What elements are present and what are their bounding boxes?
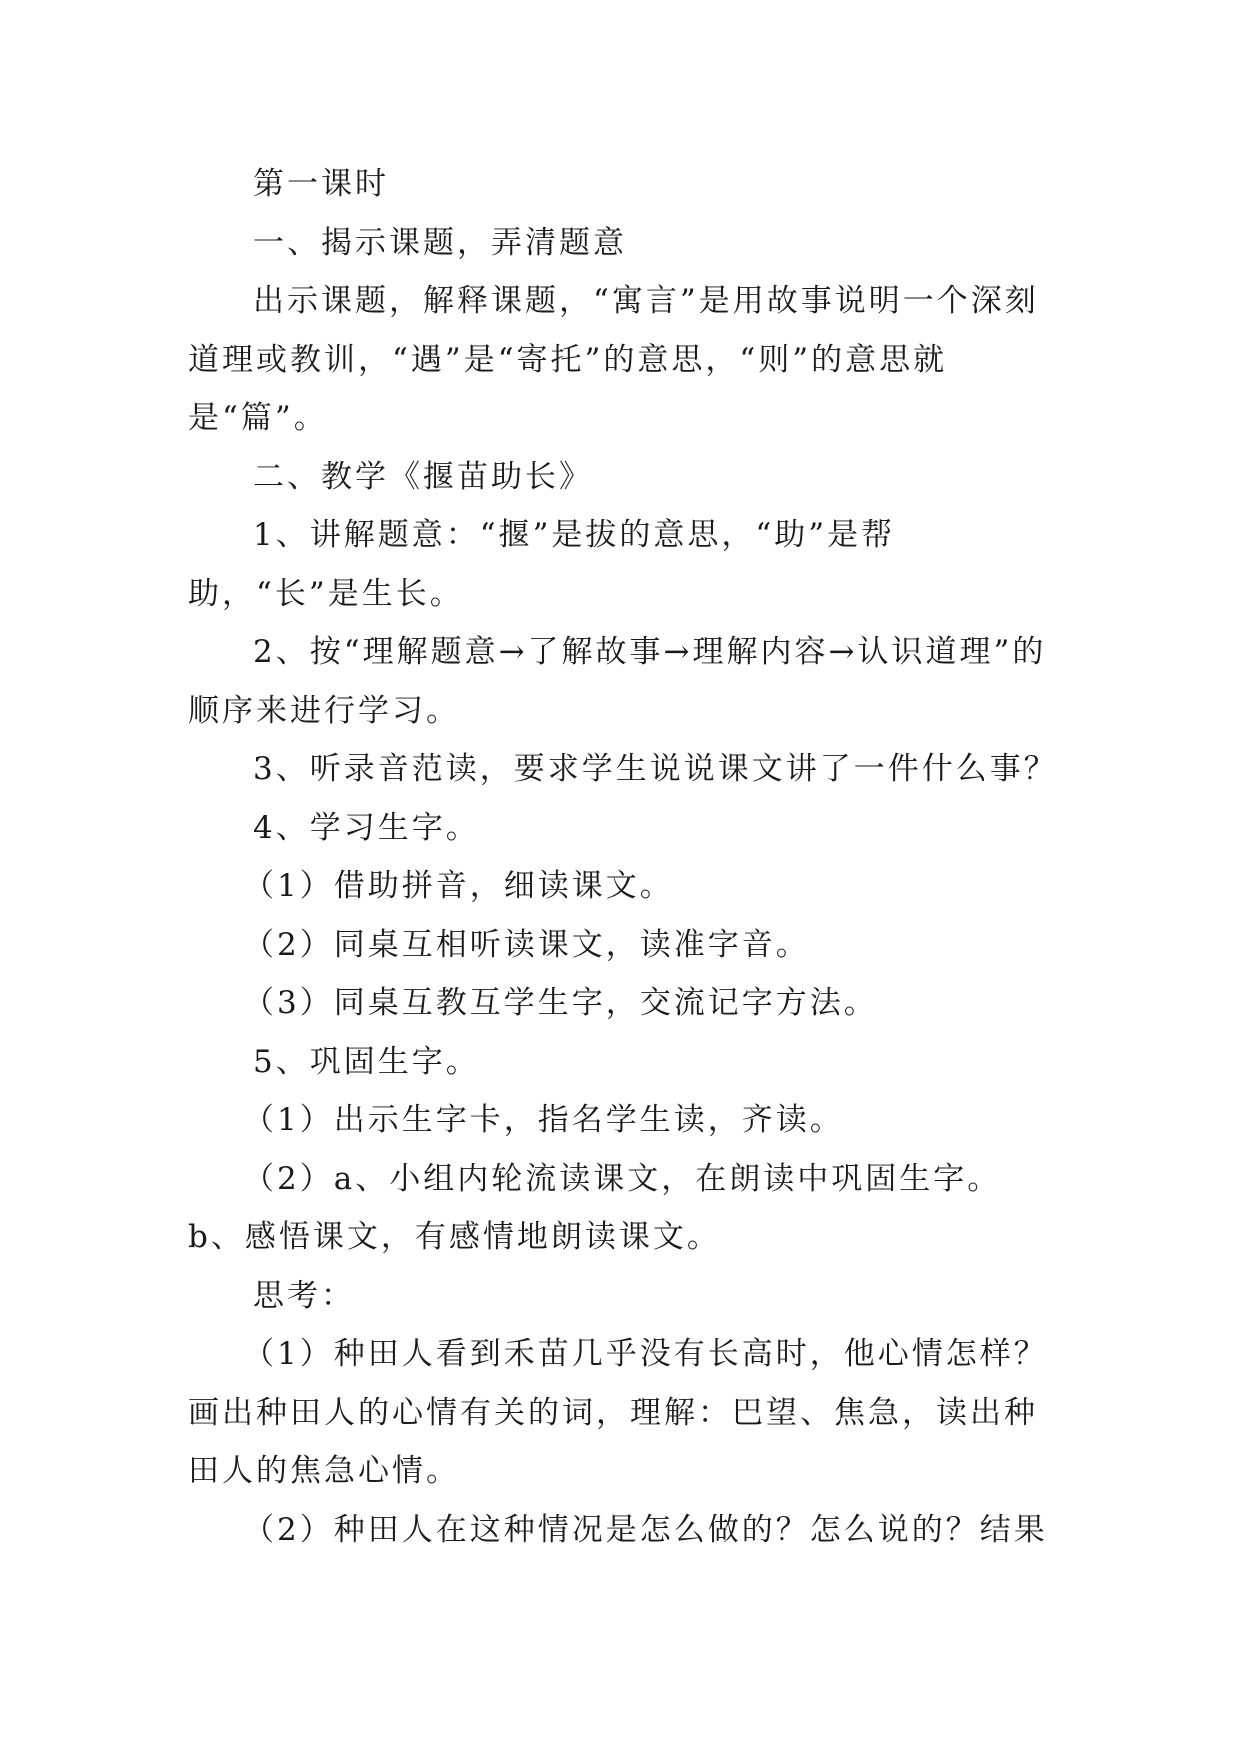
paragraph-step-3: 3、听录音范读，要求学生说说课文讲了一件什么事？ — [253, 751, 1058, 787]
paragraph-step-4-item-2: （2）同桌互相听读课文，读准字音。 — [243, 926, 810, 963]
paragraph-section-one-heading: 一、揭示课题，弄清题意 — [253, 224, 627, 261]
document-page — [188, 155, 1058, 1559]
paragraph-explain-title: 出示课题，解释课题，“寓言”是用故事说明一个深刻道理或教训，“遇”是“寄托”的意思，“则”的意思就是“篇”。 — [188, 283, 1039, 436]
paragraph-step-4-item-1: （1）借助拼音，细读课文。 — [243, 868, 674, 904]
paragraph-think-item-1: （1）种田人看到禾苗几乎没有长高时，他心情怎样？画出种田人的心情有关的词，理解：巴望、焦急，读出种田人的焦急心情。 — [188, 1336, 1048, 1489]
paragraph-section-two-heading: 二、教学《揠苗助长》 — [253, 458, 593, 495]
paragraph-step-2: 2、按“理解题意→了解故事→理解内容→认识道理”的顺序来进行学习。 — [188, 634, 1047, 729]
paragraph-step-5: 5、巩固生字。 — [253, 1043, 480, 1080]
paragraph-think-heading: 思考： — [253, 1277, 355, 1314]
paragraph-step-5-item-1: （1）出示生字卡，指名学生读，齐读。 — [243, 1102, 844, 1138]
paragraph-step-4: 4、学习生字。 — [253, 809, 480, 846]
paragraph-think-item-2: （2）种田人在这种情况是怎么做的？怎么说的？结果 — [243, 1511, 1048, 1548]
paragraph-step-1: 1、讲解题意：“揠”是拔的意思，“助”是帮助，“长”是生长。 — [188, 517, 896, 612]
paragraph-step-4-item-3: （3）同桌互教互学生字，交流记字方法。 — [243, 985, 878, 1021]
paragraph-lesson-title: 第一课时 — [253, 166, 389, 202]
paragraph-step-5-item-2: （2）a、小组内轮流读课文，在朗读中巩固生字。b、感悟课文，有感情地朗读课文。 — [188, 1160, 1002, 1255]
